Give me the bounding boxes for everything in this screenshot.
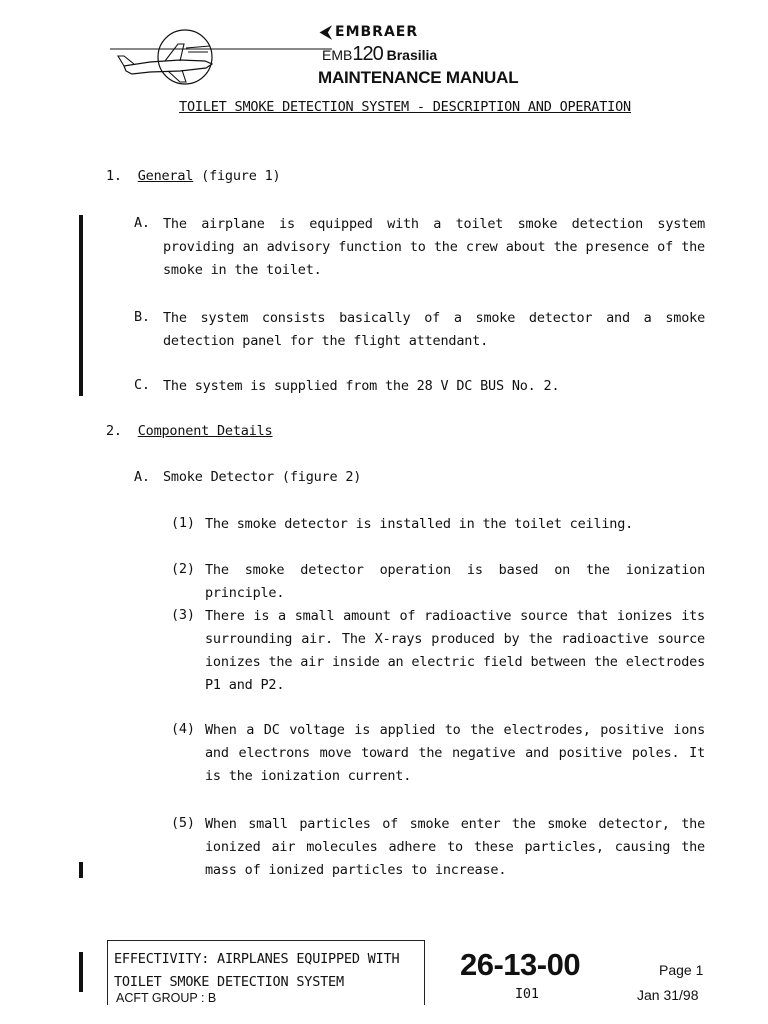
chapter-number: 26-13-00 (460, 947, 581, 982)
item-label: A. (134, 469, 150, 485)
paragraph: The airplane is equipped with a toilet smoke detection system providing an advisory function to the crew about the presence of the smoke in the toilet. (163, 216, 705, 278)
aircraft-group: ACFT GROUP : B (116, 991, 217, 1005)
page-number: Page 1 (659, 962, 704, 978)
effectivity-line: TOILET SMOKE DETECTION SYSTEM (114, 974, 344, 990)
revision-bar (79, 215, 83, 396)
revision-code: I01 (515, 986, 539, 1002)
paragraph: When small particles of smoke enter the smoke detector, the ionized air molecules adhere to these particles, causing the mass of ionized particles to increase. (205, 816, 705, 878)
paragraph: The system consists basically of a smoke detector and a smoke detection panel for the flight attendant. (163, 310, 705, 349)
brand-name: EMBRAER (335, 24, 419, 40)
revision-bar (79, 952, 83, 992)
subitem-label: (2) (171, 561, 195, 577)
page-date: Jan 31/98 (637, 987, 699, 1003)
paragraph: The smoke detector operation is based on the ionization principle. (205, 562, 705, 601)
subitem-label: (1) (171, 515, 195, 531)
document-title: TOILET SMOKE DETECTION SYSTEM - DESCRIPTION AND OPERATION (179, 99, 631, 115)
paragraph: The smoke detector is installed in the toilet ceiling. (205, 516, 634, 532)
subitem-label: (5) (171, 815, 195, 831)
section-heading: 2. Component Details (106, 423, 273, 439)
item-label: C. (134, 377, 150, 393)
section-heading: 1. General (figure 1) (106, 168, 281, 184)
item-label: A. (134, 215, 150, 231)
embraer-arrow-icon: ⮜ (320, 22, 332, 41)
revision-bar (79, 862, 83, 878)
aircraft-model: EMB120 Brasilia (322, 43, 438, 65)
subitem-label: (4) (171, 721, 195, 737)
item-label: B. (134, 309, 150, 325)
manual-title: MAINTENANCE MANUAL (318, 68, 519, 87)
effectivity-line: EFFECTIVITY: AIRPLANES EQUIPPED WITH (114, 951, 400, 967)
paragraph: The system is supplied from the 28 V DC BUS No. 2. (163, 378, 560, 394)
subitem-label: (3) (171, 607, 195, 623)
paragraph: There is a small amount of radioactive source that ionizes its surrounding air. The X-rays produced by the radioactive source ionizes the air inside an electric field between the electrodes P1 and P2. (205, 608, 705, 693)
embraer-airplane-logo (110, 22, 340, 86)
subsection-title: Smoke Detector (figure 2) (163, 469, 362, 485)
paragraph: When a DC voltage is applied to the electrodes, positive ions and electrons move toward the negative and positive poles. It is the ionization current. (205, 722, 705, 784)
